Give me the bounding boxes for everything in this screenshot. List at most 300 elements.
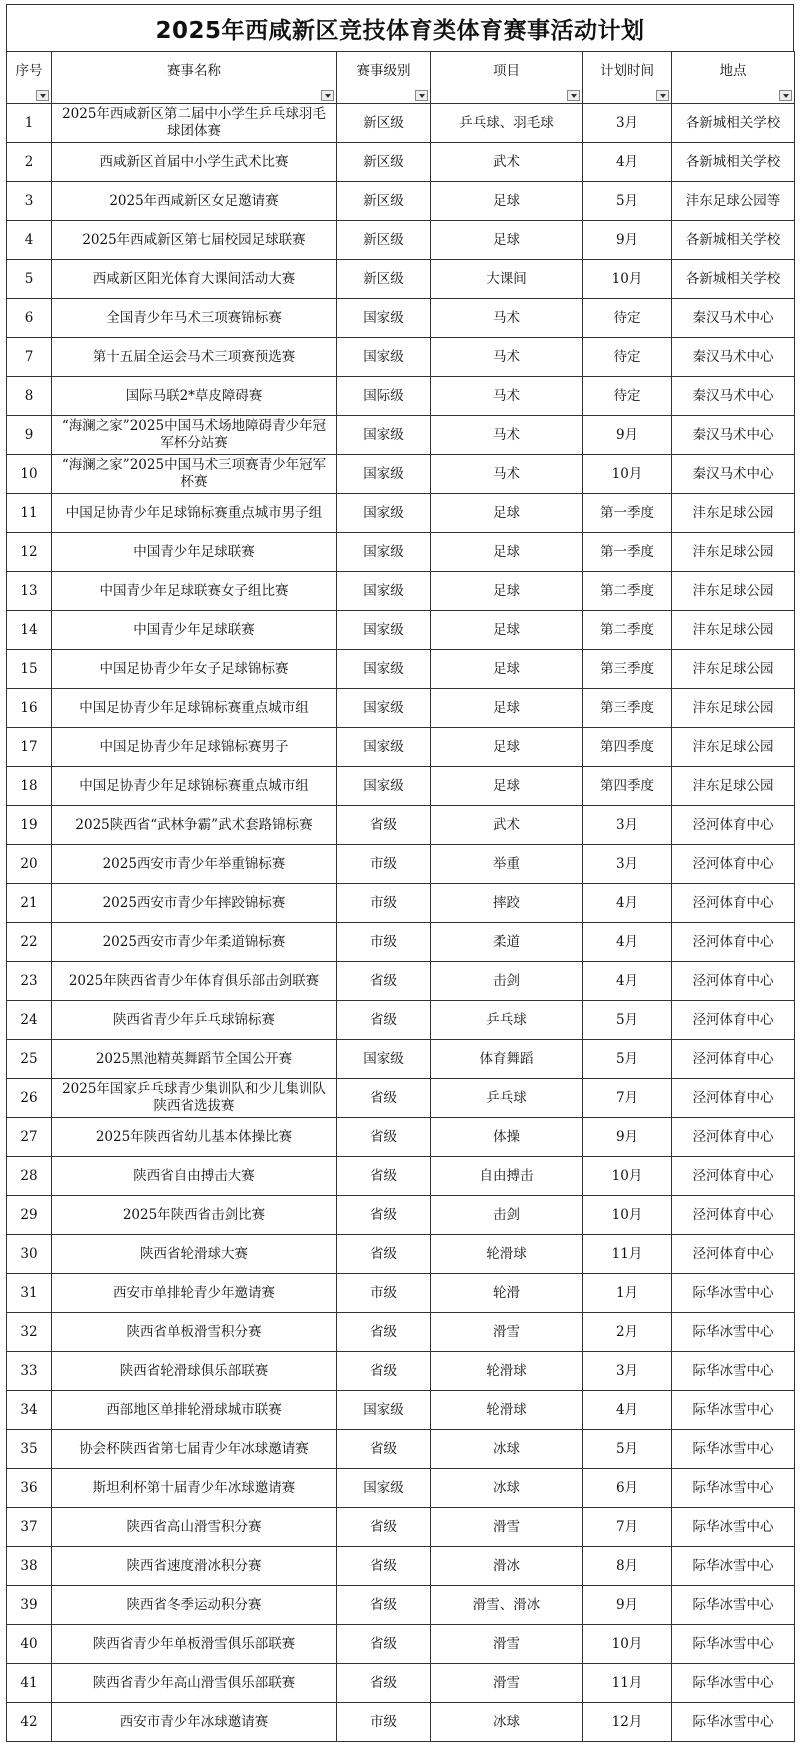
cell-level[interactable]: 市级 [337, 1703, 431, 1742]
cell-index[interactable]: 17 [7, 728, 52, 767]
cell-sport[interactable]: 击剑 [431, 1196, 583, 1235]
cell-level[interactable]: 省级 [337, 1235, 431, 1274]
cell-location[interactable]: 泾河体育中心 [672, 1079, 795, 1118]
cell-sport[interactable]: 击剑 [431, 962, 583, 1001]
cell-location[interactable]: 泾河体育中心 [672, 884, 795, 923]
header-row [7, 52, 795, 104]
cell-planned-time[interactable]: 10月 [583, 1157, 672, 1196]
header-planned-time: 计划时间 [583, 52, 672, 104]
cell-location[interactable]: 泾河体育中心 [672, 962, 795, 1001]
cell-level[interactable]: 国家级 [337, 572, 431, 611]
cell-planned-time[interactable]: 12月 [583, 1703, 672, 1742]
cell-location[interactable]: 沣东足球公园 [672, 767, 795, 806]
table-row [7, 1118, 795, 1157]
cell-planned-time[interactable]: 第四季度 [583, 767, 672, 806]
cell-level[interactable]: 省级 [337, 1196, 431, 1235]
cell-location[interactable]: 沣东足球公园 [672, 689, 795, 728]
cell-sport[interactable]: 足球 [431, 533, 583, 572]
cell-sport[interactable]: 滑雪 [431, 1508, 583, 1547]
cell-sport[interactable]: 足球 [431, 650, 583, 689]
cell-level[interactable]: 国家级 [337, 767, 431, 806]
cell-location[interactable]: 际华冰雪中心 [672, 1430, 795, 1469]
table-row [7, 1313, 795, 1352]
cell-event-name[interactable]: 陕西省冬季运动积分赛 [52, 1586, 337, 1625]
cell-location[interactable]: 际华冰雪中心 [672, 1352, 795, 1391]
table-row [7, 806, 795, 845]
cell-sport[interactable]: 举重 [431, 845, 583, 884]
cell-level[interactable]: 市级 [337, 884, 431, 923]
cell-planned-time[interactable]: 3月 [583, 845, 672, 884]
cell-sport[interactable]: 武术 [431, 806, 583, 845]
table-row [7, 1664, 795, 1703]
cell-location[interactable]: 秦汉马术中心 [672, 338, 795, 377]
cell-level[interactable]: 省级 [337, 1625, 431, 1664]
cell-location[interactable]: 秦汉马术中心 [672, 416, 795, 455]
table-row [7, 1547, 795, 1586]
cell-event-name[interactable]: 陕西省青少年乒乓球锦标赛 [52, 1001, 337, 1040]
cell-location[interactable]: 泾河体育中心 [672, 845, 795, 884]
cell-planned-time[interactable]: 10月 [583, 1196, 672, 1235]
cell-sport[interactable]: 滑冰 [431, 1547, 583, 1586]
cell-sport[interactable]: 足球 [431, 572, 583, 611]
cell-sport[interactable]: 足球 [431, 611, 583, 650]
header-index: 序号 [7, 52, 52, 104]
cell-location[interactable]: 沣东足球公园 [672, 533, 795, 572]
cell-sport[interactable]: 轮滑球 [431, 1352, 583, 1391]
filter-dropdown-icon[interactable] [415, 90, 428, 101]
cell-event-name[interactable]: 中国青少年足球联赛 [52, 611, 337, 650]
table-body [7, 104, 795, 1742]
table-row [7, 1196, 795, 1235]
cell-event-name[interactable]: 国际马联2*草皮障碍赛 [52, 377, 337, 416]
cell-index[interactable]: 3 [7, 182, 52, 221]
cell-level[interactable]: 省级 [337, 806, 431, 845]
cell-event-name[interactable]: 陕西省高山滑雪积分赛 [52, 1508, 337, 1547]
cell-event-name[interactable]: 2025年陕西省击剑比赛 [52, 1196, 337, 1235]
cell-planned-time[interactable]: 4月 [583, 143, 672, 182]
cell-planned-time[interactable]: 1月 [583, 1274, 672, 1313]
cell-index[interactable]: 28 [7, 1157, 52, 1196]
cell-sport[interactable]: 滑雪 [431, 1664, 583, 1703]
table-row [7, 923, 795, 962]
cell-event-name[interactable]: 陕西省速度滑冰积分赛 [52, 1547, 337, 1586]
cell-index[interactable]: 23 [7, 962, 52, 1001]
cell-planned-time[interactable]: 5月 [583, 1040, 672, 1079]
cell-planned-time[interactable]: 3月 [583, 1352, 672, 1391]
cell-planned-time[interactable]: 4月 [583, 962, 672, 1001]
cell-event-name[interactable]: 陕西省自由搏击大赛 [52, 1157, 337, 1196]
cell-event-name[interactable]: 斯坦利杯第十届青少年冰球邀请赛 [52, 1469, 337, 1508]
cell-location[interactable]: 泾河体育中心 [672, 923, 795, 962]
cell-index[interactable]: 36 [7, 1469, 52, 1508]
cell-index[interactable]: 16 [7, 689, 52, 728]
table-row [7, 1352, 795, 1391]
cell-sport[interactable]: 轮滑 [431, 1274, 583, 1313]
cell-location[interactable]: 际华冰雪中心 [672, 1586, 795, 1625]
cell-event-name[interactable]: 陕西省单板滑雪积分赛 [52, 1313, 337, 1352]
cell-sport[interactable]: 马术 [431, 299, 583, 338]
table-row [7, 416, 795, 455]
cell-planned-time[interactable]: 5月 [583, 1001, 672, 1040]
cell-sport[interactable]: 足球 [431, 767, 583, 806]
filter-dropdown-icon[interactable] [567, 90, 580, 101]
cell-location[interactable]: 泾河体育中心 [672, 1157, 795, 1196]
cell-index[interactable]: 19 [7, 806, 52, 845]
cell-sport[interactable]: 轮滑球 [431, 1235, 583, 1274]
cell-event-name[interactable]: 中国足协青少年足球锦标赛男子 [52, 728, 337, 767]
cell-location[interactable]: 泾河体育中心 [672, 806, 795, 845]
table-row [7, 1040, 795, 1079]
cell-planned-time[interactable]: 第一季度 [583, 494, 672, 533]
cell-level[interactable]: 新区级 [337, 221, 431, 260]
cell-index[interactable]: 29 [7, 1196, 52, 1235]
cell-event-name[interactable]: 中国足协青少年足球锦标赛重点城市男子组 [52, 494, 337, 533]
cell-event-name[interactable]: 西咸新区阳光体育大课间活动大赛 [52, 260, 337, 299]
cell-sport[interactable]: 武术 [431, 143, 583, 182]
cell-event-name[interactable]: 2025黑池精英舞蹈节全国公开赛 [52, 1040, 337, 1079]
cell-level[interactable]: 省级 [337, 1352, 431, 1391]
cell-event-name[interactable]: 2025年陕西省青少年体育俱乐部击剑联赛 [52, 962, 337, 1001]
cell-level[interactable]: 省级 [337, 1313, 431, 1352]
cell-location[interactable]: 各新城相关学校 [672, 221, 795, 260]
filter-dropdown-icon[interactable] [321, 90, 334, 101]
cell-sport[interactable]: 冰球 [431, 1430, 583, 1469]
cell-level[interactable]: 国家级 [337, 299, 431, 338]
cell-event-name[interactable]: 2025西安市青少年举重锦标赛 [52, 845, 337, 884]
cell-event-name[interactable]: 西咸新区首届中小学生武术比赛 [52, 143, 337, 182]
cell-level[interactable]: 省级 [337, 1664, 431, 1703]
cell-planned-time[interactable]: 10月 [583, 455, 672, 494]
cell-level[interactable]: 国际级 [337, 377, 431, 416]
cell-location[interactable]: 沣东足球公园 [672, 611, 795, 650]
cell-planned-time[interactable]: 7月 [583, 1079, 672, 1118]
cell-index[interactable]: 42 [7, 1703, 52, 1742]
header-level: 赛事级别 [337, 52, 431, 104]
cell-event-name[interactable]: “海澜之家”2025中国马术场地障碍青少年冠军杯分站赛 [52, 416, 337, 455]
cell-planned-time[interactable]: 5月 [583, 1430, 672, 1469]
table-row [7, 494, 795, 533]
cell-level[interactable]: 国家级 [337, 1040, 431, 1079]
cell-location[interactable]: 沣东足球公园等 [672, 182, 795, 221]
cell-sport[interactable]: 大课间 [431, 260, 583, 299]
cell-index[interactable]: 20 [7, 845, 52, 884]
table-row [7, 338, 795, 377]
cell-event-name[interactable]: 中国足协青少年足球锦标赛重点城市组 [52, 767, 337, 806]
cell-planned-time[interactable]: 5月 [583, 182, 672, 221]
cell-level[interactable]: 国家级 [337, 689, 431, 728]
cell-event-name[interactable]: 2025西安市青少年柔道锦标赛 [52, 923, 337, 962]
cell-event-name[interactable]: 2025陕西省“武林争霸”武术套路锦标赛 [52, 806, 337, 845]
cell-index[interactable]: 22 [7, 923, 52, 962]
cell-level[interactable]: 国家级 [337, 650, 431, 689]
cell-level[interactable]: 国家级 [337, 416, 431, 455]
cell-level[interactable]: 市级 [337, 1274, 431, 1313]
table-row [7, 1235, 795, 1274]
cell-level[interactable]: 新区级 [337, 182, 431, 221]
cell-planned-time[interactable]: 第二季度 [583, 572, 672, 611]
cell-sport[interactable]: 足球 [431, 689, 583, 728]
cell-event-name[interactable]: 全国青少年马术三项赛锦标赛 [52, 299, 337, 338]
cell-location[interactable]: 各新城相关学校 [672, 143, 795, 182]
cell-index[interactable]: 34 [7, 1391, 52, 1430]
cell-location[interactable]: 泾河体育中心 [672, 1040, 795, 1079]
cell-event-name[interactable]: 中国足协青少年足球锦标赛重点城市组 [52, 689, 337, 728]
cell-planned-time[interactable]: 待定 [583, 299, 672, 338]
cell-level[interactable]: 国家级 [337, 611, 431, 650]
cell-sport[interactable]: 冰球 [431, 1469, 583, 1508]
cell-sport[interactable]: 足球 [431, 728, 583, 767]
cell-event-name[interactable]: 2025年国家乒乓球青少集训队和少儿集训队陕西省选拔赛 [52, 1079, 337, 1118]
cell-event-name[interactable]: 陕西省轮滑球俱乐部联赛 [52, 1352, 337, 1391]
table-row [7, 1625, 795, 1664]
cell-sport[interactable]: 乒乓球 [431, 1079, 583, 1118]
cell-index[interactable]: 21 [7, 884, 52, 923]
cell-planned-time[interactable]: 4月 [583, 923, 672, 962]
cell-location[interactable]: 际华冰雪中心 [672, 1547, 795, 1586]
cell-event-name[interactable]: 陕西省青少年单板滑雪俱乐部联赛 [52, 1625, 337, 1664]
table-row [7, 377, 795, 416]
table-row [7, 767, 795, 806]
cell-sport[interactable]: 马术 [431, 377, 583, 416]
cell-level[interactable]: 省级 [337, 1508, 431, 1547]
cell-level[interactable]: 国家级 [337, 728, 431, 767]
cell-planned-time[interactable]: 9月 [583, 1586, 672, 1625]
cell-index[interactable]: 7 [7, 338, 52, 377]
table-row [7, 533, 795, 572]
cell-level[interactable]: 省级 [337, 1430, 431, 1469]
cell-index[interactable]: 1 [7, 104, 52, 143]
cell-planned-time[interactable]: 8月 [583, 1547, 672, 1586]
cell-event-name[interactable]: 2025年西咸新区女足邀请赛 [52, 182, 337, 221]
cell-index[interactable]: 9 [7, 416, 52, 455]
cell-event-name[interactable]: 中国青少年足球联赛女子组比赛 [52, 572, 337, 611]
cell-event-name[interactable]: 2025西安市青少年摔跤锦标赛 [52, 884, 337, 923]
cell-planned-time[interactable]: 11月 [583, 1235, 672, 1274]
cell-event-name[interactable]: 西安市单排轮青少年邀请赛 [52, 1274, 337, 1313]
cell-level[interactable]: 省级 [337, 1001, 431, 1040]
cell-sport[interactable]: 摔跤 [431, 884, 583, 923]
cell-index[interactable]: 18 [7, 767, 52, 806]
cell-index[interactable]: 5 [7, 260, 52, 299]
table-row [7, 611, 795, 650]
cell-level[interactable]: 国家级 [337, 1469, 431, 1508]
table-row [7, 182, 795, 221]
table-row [7, 221, 795, 260]
cell-sport[interactable]: 乒乓球、羽毛球 [431, 104, 583, 143]
cell-sport[interactable]: 马术 [431, 338, 583, 377]
cell-location[interactable]: 沣东足球公园 [672, 650, 795, 689]
cell-sport[interactable]: 轮滑球 [431, 1391, 583, 1430]
cell-sport[interactable]: 马术 [431, 455, 583, 494]
cell-event-name[interactable]: 陕西省青少年高山滑雪俱乐部联赛 [52, 1664, 337, 1703]
cell-index[interactable]: 37 [7, 1508, 52, 1547]
cell-level[interactable]: 省级 [337, 1118, 431, 1157]
cell-level[interactable]: 省级 [337, 1157, 431, 1196]
events-table [6, 51, 795, 1742]
cell-location[interactable]: 沣东足球公园 [672, 494, 795, 533]
cell-index[interactable]: 13 [7, 572, 52, 611]
cell-planned-time[interactable]: 2月 [583, 1313, 672, 1352]
cell-planned-time[interactable]: 第三季度 [583, 689, 672, 728]
cell-location[interactable]: 际华冰雪中心 [672, 1469, 795, 1508]
table-row [7, 884, 795, 923]
cell-planned-time[interactable]: 9月 [583, 1118, 672, 1157]
cell-planned-time[interactable]: 9月 [583, 416, 672, 455]
cell-sport[interactable]: 滑雪 [431, 1313, 583, 1352]
table-row [7, 845, 795, 884]
cell-index[interactable]: 11 [7, 494, 52, 533]
table-row [7, 689, 795, 728]
cell-index[interactable]: 32 [7, 1313, 52, 1352]
cell-level[interactable]: 新区级 [337, 143, 431, 182]
sheet-title: 2025年西咸新区竞技体育类体育赛事活动计划 [6, 4, 794, 51]
cell-index[interactable]: 39 [7, 1586, 52, 1625]
cell-index[interactable]: 41 [7, 1664, 52, 1703]
cell-planned-time[interactable]: 7月 [583, 1508, 672, 1547]
cell-index[interactable]: 33 [7, 1352, 52, 1391]
cell-location[interactable]: 际华冰雪中心 [672, 1664, 795, 1703]
table-row [7, 260, 795, 299]
cell-planned-time[interactable]: 9月 [583, 221, 672, 260]
cell-sport[interactable]: 足球 [431, 221, 583, 260]
cell-location[interactable]: 沣东足球公园 [672, 572, 795, 611]
filter-dropdown-icon[interactable] [36, 90, 49, 101]
cell-sport[interactable]: 滑雪、滑冰 [431, 1586, 583, 1625]
cell-sport[interactable]: 乒乓球 [431, 1001, 583, 1040]
cell-location[interactable]: 各新城相关学校 [672, 260, 795, 299]
cell-index[interactable]: 14 [7, 611, 52, 650]
cell-level[interactable]: 省级 [337, 1547, 431, 1586]
cell-index[interactable]: 38 [7, 1547, 52, 1586]
cell-event-name[interactable]: 2025年西咸新区第七届校园足球联赛 [52, 221, 337, 260]
cell-location[interactable]: 秦汉马术中心 [672, 455, 795, 494]
cell-location[interactable]: 泾河体育中心 [672, 1235, 795, 1274]
cell-planned-time[interactable]: 第二季度 [583, 611, 672, 650]
cell-sport[interactable]: 冰球 [431, 1703, 583, 1742]
cell-planned-time[interactable]: 4月 [583, 884, 672, 923]
table-row [7, 728, 795, 767]
cell-level[interactable]: 市级 [337, 923, 431, 962]
filter-dropdown-icon[interactable] [656, 90, 669, 101]
cell-planned-time[interactable]: 10月 [583, 1625, 672, 1664]
cell-location[interactable]: 际华冰雪中心 [672, 1508, 795, 1547]
cell-event-name[interactable]: 西安市青少年冰球邀请赛 [52, 1703, 337, 1742]
cell-level[interactable]: 市级 [337, 845, 431, 884]
cell-planned-time[interactable]: 11月 [583, 1664, 672, 1703]
cell-sport[interactable]: 体操 [431, 1118, 583, 1157]
cell-planned-time[interactable]: 第一季度 [583, 533, 672, 572]
cell-level[interactable]: 国家级 [337, 494, 431, 533]
cell-planned-time[interactable]: 6月 [583, 1469, 672, 1508]
cell-location[interactable]: 沣东足球公园 [672, 728, 795, 767]
cell-location[interactable]: 秦汉马术中心 [672, 299, 795, 338]
header-sport: 项目 [431, 52, 583, 104]
cell-event-name[interactable]: 2025年陕西省幼儿基本体操比赛 [52, 1118, 337, 1157]
cell-location[interactable]: 际华冰雪中心 [672, 1391, 795, 1430]
cell-event-name[interactable]: 协会杯陕西省第七届青少年冰球邀请赛 [52, 1430, 337, 1469]
header-location: 地点 [672, 52, 795, 104]
cell-sport[interactable]: 滑雪 [431, 1625, 583, 1664]
cell-sport[interactable]: 柔道 [431, 923, 583, 962]
cell-level[interactable]: 国家级 [337, 533, 431, 572]
cell-level[interactable]: 新区级 [337, 260, 431, 299]
cell-location[interactable]: 际华冰雪中心 [672, 1274, 795, 1313]
cell-level[interactable]: 新区级 [337, 104, 431, 143]
filter-dropdown-icon[interactable] [779, 90, 792, 101]
table-row [7, 1469, 795, 1508]
cell-planned-time[interactable]: 3月 [583, 806, 672, 845]
cell-event-name[interactable]: 陕西省轮滑球大赛 [52, 1235, 337, 1274]
cell-event-name[interactable]: 中国足协青少年女子足球锦标赛 [52, 650, 337, 689]
cell-index[interactable]: 27 [7, 1118, 52, 1157]
cell-sport[interactable]: 马术 [431, 416, 583, 455]
cell-sport[interactable]: 自由搏击 [431, 1157, 583, 1196]
table-row [7, 104, 795, 143]
table-row [7, 1586, 795, 1625]
cell-planned-time[interactable]: 待定 [583, 338, 672, 377]
cell-index[interactable]: 25 [7, 1040, 52, 1079]
cell-level[interactable]: 省级 [337, 1079, 431, 1118]
cell-planned-time[interactable]: 第三季度 [583, 650, 672, 689]
cell-index[interactable]: 40 [7, 1625, 52, 1664]
cell-location[interactable]: 泾河体育中心 [672, 1001, 795, 1040]
cell-location[interactable]: 际华冰雪中心 [672, 1703, 795, 1742]
table-row [7, 1703, 795, 1742]
cell-index[interactable]: 12 [7, 533, 52, 572]
cell-location[interactable]: 秦汉马术中心 [672, 377, 795, 416]
cell-event-name[interactable]: “海澜之家”2025中国马术三项赛青少年冠军杯赛 [52, 455, 337, 494]
cell-level[interactable]: 国家级 [337, 1391, 431, 1430]
cell-index[interactable]: 2 [7, 143, 52, 182]
cell-location[interactable]: 泾河体育中心 [672, 1118, 795, 1157]
cell-level[interactable]: 国家级 [337, 338, 431, 377]
cell-planned-time[interactable]: 4月 [583, 1391, 672, 1430]
cell-level[interactable]: 省级 [337, 962, 431, 1001]
cell-index[interactable]: 26 [7, 1079, 52, 1118]
table-row [7, 1508, 795, 1547]
cell-planned-time[interactable]: 第四季度 [583, 728, 672, 767]
cell-index[interactable]: 6 [7, 299, 52, 338]
cell-index[interactable]: 31 [7, 1274, 52, 1313]
cell-index[interactable]: 10 [7, 455, 52, 494]
cell-location[interactable]: 际华冰雪中心 [672, 1313, 795, 1352]
cell-index[interactable]: 30 [7, 1235, 52, 1274]
cell-index[interactable]: 15 [7, 650, 52, 689]
cell-event-name[interactable]: 西部地区单排轮滑球城市联赛 [52, 1391, 337, 1430]
cell-location[interactable]: 泾河体育中心 [672, 1196, 795, 1235]
cell-planned-time[interactable]: 3月 [583, 104, 672, 143]
table-row [7, 1274, 795, 1313]
table-row [7, 143, 795, 182]
cell-sport[interactable]: 足球 [431, 494, 583, 533]
cell-event-name[interactable]: 中国青少年足球联赛 [52, 533, 337, 572]
cell-level[interactable]: 国家级 [337, 455, 431, 494]
cell-sport[interactable]: 体育舞蹈 [431, 1040, 583, 1079]
cell-index[interactable]: 24 [7, 1001, 52, 1040]
cell-planned-time[interactable]: 10月 [583, 260, 672, 299]
cell-event-name[interactable]: 2025年西咸新区第二届中小学生乒乓球羽毛球团体赛 [52, 104, 337, 143]
cell-sport[interactable]: 足球 [431, 182, 583, 221]
cell-index[interactable]: 8 [7, 377, 52, 416]
cell-planned-time[interactable]: 待定 [583, 377, 672, 416]
cell-event-name[interactable]: 第十五届全运会马术三项赛预选赛 [52, 338, 337, 377]
cell-index[interactable]: 35 [7, 1430, 52, 1469]
cell-index[interactable]: 4 [7, 221, 52, 260]
table-row [7, 1079, 795, 1118]
cell-location[interactable]: 际华冰雪中心 [672, 1625, 795, 1664]
cell-level[interactable]: 省级 [337, 1586, 431, 1625]
cell-location[interactable]: 各新城相关学校 [672, 104, 795, 143]
